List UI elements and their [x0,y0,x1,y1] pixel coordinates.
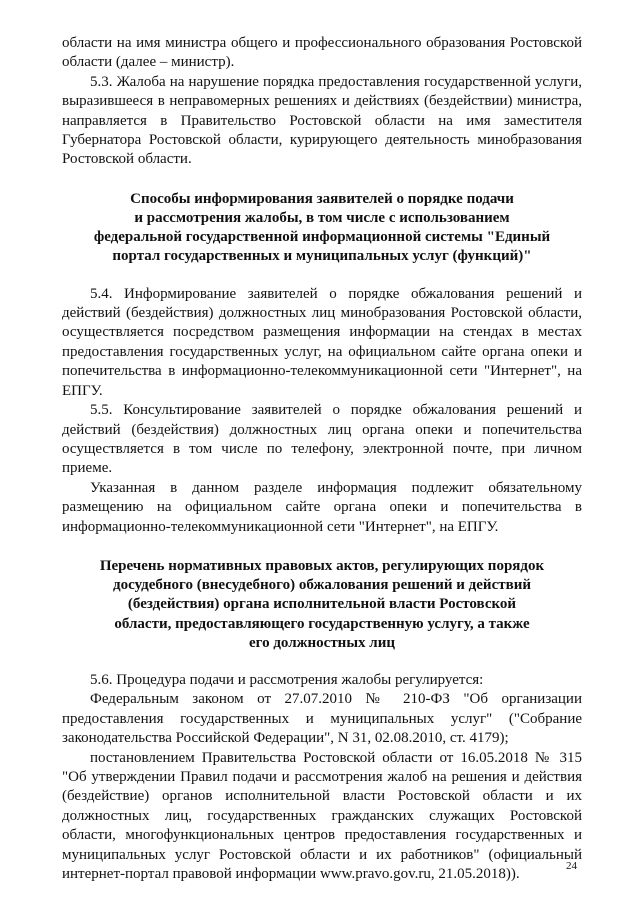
paragraph-5-6: 5.6. Процедура подачи и рассмотрения жалобы регулируется: [90,671,484,688]
section-heading-informing: Способы информирования заявителей о порядке подачи и рассмотрения жалобы, в том числе с использованием федеральной государственной информационной системы "Единый портал государственных и муниципальных услуг (функций)" [93,190,551,265]
section-heading-legal-acts: Перечень нормативных правовых актов, регулирующих порядок досудебного (внесудебного) обжалования решений и действий (бездействия) органа исполнительной власти Ростовской области, предоставляющего государственную услугу, а также его должностных лиц [99,557,545,651]
page-content [62,34,582,884]
paragraph-regional-resolution: постановлением Правительства Ростовской области от 16.05.2018 № 315 "Об утверждении Правил подачи и рассмотрения жалоб на решения и действия (бездействие) органов исполнительной власти Ростовской области и их должностных лиц, государственных гражданских служащих Ростовской области, многофункциональных центров предоставления государственных и муниципальных услуг Ростовской области и их работников" (официальный интернет-портал правовой информации www.pravo.gov.ru, 21.05.2018)). [62,749,582,883]
paragraph-continuation: области на имя министра общего и профессионального образования Ростовской области (далее – министр). [62,35,582,71]
paragraph-5-4: 5.4. Информирование заявителей о порядке обжалования решений и действий (бездействия) должностных лиц минобразования Ростовской области, осуществляется посредством размещения информации на стендах в местах предоставления государственных услуг, на официальном сайте органа опеки и попечительства в информационно-телекоммуникационной сети "Интернет", на ЕПГУ. [62,285,582,399]
paragraph-federal-law: Федеральным законом от 27.07.2010 № 210-ФЗ "Об организации предоставления государственных и муниципальных услуг" ("Собрание законодательства Российской Федерации", N 31, 02.08.2010, ст. 4179); [62,691,582,747]
paragraph-5-5: 5.5. Консультирование заявителей о порядке обжалования решений и действий (бездействия) должностных лиц органа опеки и попечительства осуществляется в том числе по телефону, электронной почте, при личном приеме. [62,402,582,477]
page-number: 24 [566,860,577,872]
paragraph-5-3: 5.3. Жалоба на нарушение порядка предоставления государственной услуги, выразившееся в неправомерных решениях и действиях (бездействии) министра, направляется в Правительство Ростовской области на имя заместителя Губернатора Ростовской области, курирующего деятельность минобразования Ростовской области. [62,73,582,168]
paragraph-info-placement: Указанная в данном разделе информация подлежит обязательному размещению на официальном сайте органа опеки и попечительства в информационно-телекоммуникационной сети "Интернет", на ЕПГУ. [62,479,582,535]
